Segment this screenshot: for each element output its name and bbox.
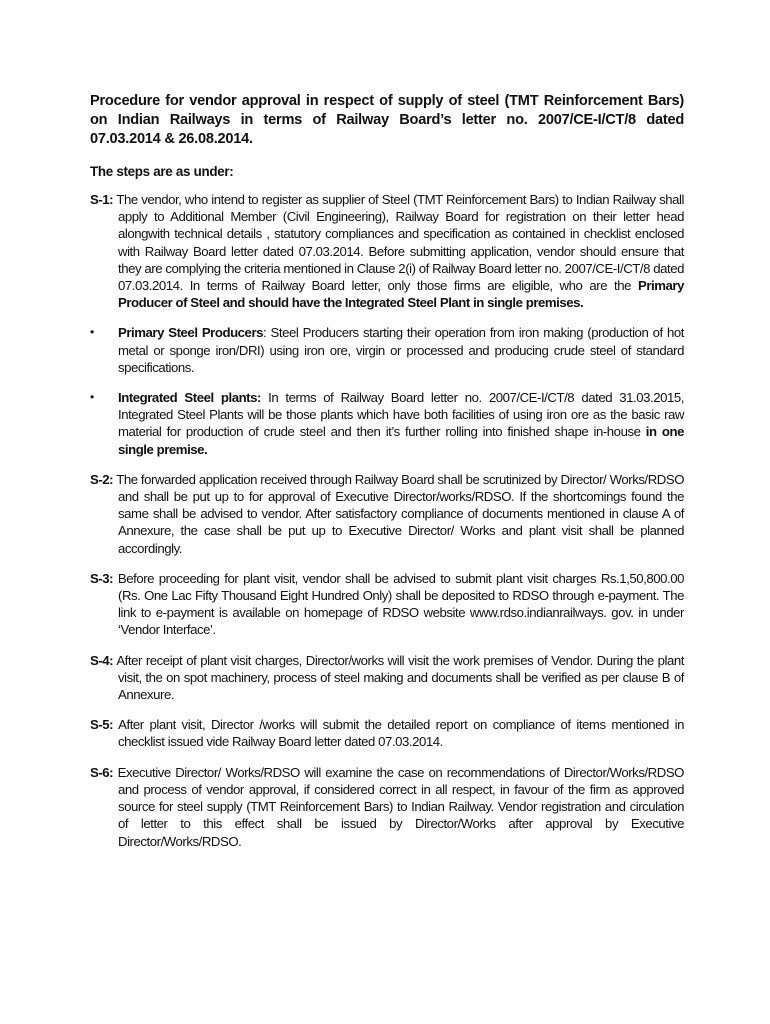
- bullet-icon: •: [90, 325, 94, 340]
- bullet-term: Integrated Steel plants:: [118, 390, 261, 406]
- steps-heading: The steps are as under:: [90, 164, 234, 179]
- document-page: [90, 92, 684, 863]
- step-s1: [90, 191, 684, 311]
- step-s5: [90, 716, 684, 750]
- step-text: Before proceeding for plant visit, vendor shall be advised to submit plant visit charges Rs.1,50,800.00 (Rs. One Lac Fifty Thousand Eight Hundred Only) shall be deposited to RDSO through e-payment. The link to e-payment is available on homepage of RDSO website www.rdso.indianrailways. gov. in under ‘Vendor Interface’.: [113, 570, 684, 638]
- step-label: S-2:: [90, 471, 114, 487]
- step-text: The vendor, who intend to register as supplier of Steel (TMT Reinforcement Bars) to Indian Railway shall apply to Additional Member (Civil Engineering), Railway Board for registration on their letter head alongwith technical details , statutory compliances and specification as contained in checklist enclosed with Railway Board letter dated 07.03.2014. Before submitting application, vendor should ensure that they are complying the criteria mentioned in Clause 2(i) of Railway Board letter no. 2007/CE-I/CT/8 dated 07.03.2014. In terms of Railway Board letter, only those firms are eligible, who are the: [113, 192, 684, 294]
- bullet-icon: •: [90, 390, 94, 405]
- step-label: S-3:: [90, 570, 114, 586]
- bullet-integrated-steel-plants: [90, 389, 684, 458]
- bullet-term: Primary Steel Producers: [118, 325, 264, 341]
- step-s6: [90, 764, 684, 850]
- step-label: S-1:: [90, 192, 114, 207]
- step-s4: [90, 652, 684, 704]
- step-s2: [90, 471, 684, 557]
- step-label: S-5:: [90, 717, 114, 733]
- step-label: S-4:: [90, 652, 114, 668]
- bullet-text: In terms of Railway Board letter no. 2007/CE-I/CT/8 dated 31.03.2015, Integrated Steel Plants will be those plants which have both facilities of using iron ore as the basic raw material for production of crude steel and then it’s further rolling into finished shape in-house: [118, 390, 684, 440]
- bullet-text: : Steel Producers starting their operation from iron making (production of hot metal or sponge iron/DRI) using iron ore, virgin or processed and producing crude steel of standard specifications.: [118, 325, 684, 375]
- bullet-bold-text: in one single premise.: [118, 424, 684, 457]
- step-bold-text: Primary Producer of Steel and should have the Integrated Steel Plant in single premises.: [118, 278, 684, 311]
- step-label: S-6:: [90, 764, 114, 780]
- step-s3: [90, 570, 684, 639]
- step-text: The forwarded application received through Railway Board shall be scrutinized by Director/ Works/RDSO and shall be put up to for approval of Executive Director/works/RDSO. If the shortcomings found the same shall be advised to vendor. After satisfactory compliance of documents mentioned in clause A of Annexure, the case shall be put up to Executive Director/ Works and plant visit shall be planned accordingly.: [113, 471, 684, 556]
- step-text: Executive Director/ Works/RDSO will examine the case on recommendations of Director/Works/RDSO and process of vendor approval, if considered correct in all respect, in favour of the firm as approved source for steel supply (TMT Reinforcement Bars) to Indian Railway. Vendor registration and circulation of letter to this effect shall be issued by Director/Works after approval by Executive Director/Works/RDSO.: [113, 764, 684, 849]
- bullet-primary-steel-producers: [90, 324, 684, 376]
- step-text: After plant visit, Director /works will submit the detailed report on compliance of items mentioned in checklist issued vide Railway Board letter dated 07.03.2014.: [113, 717, 684, 750]
- step-text: After receipt of plant visit charges, Director/works will visit the work premises of Vendor. During the plant visit, the on spot machinery, process of steel making and documents shall be verified as per clause B of Annexure.: [113, 652, 684, 703]
- document-title: Procedure for vendor approval in respect of supply of steel (TMT Reinforcement Bars) on Indian Railways in terms of Railway Board’s letter no. 2007/CE-I/CT/8 dated 07.03.2014 & 26.08.2014.: [90, 93, 684, 147]
